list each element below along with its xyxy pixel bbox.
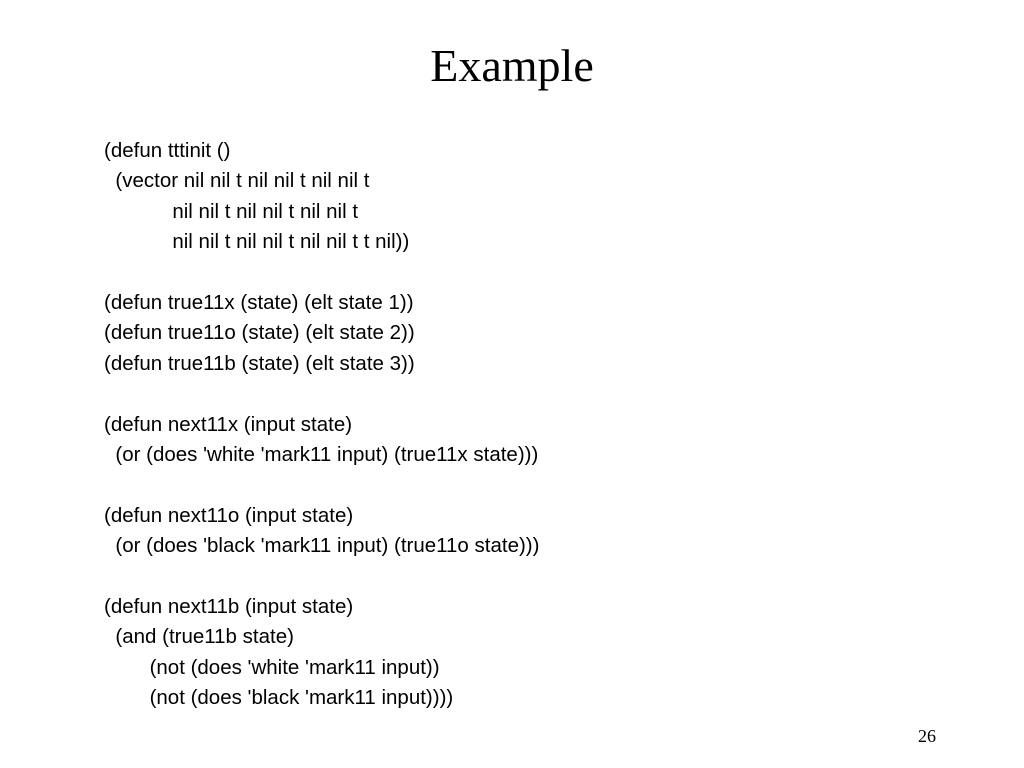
code-line: nil nil t nil nil t nil nil t: [104, 199, 359, 223]
code-line: (not (does 'white 'mark11 input)): [104, 655, 440, 679]
code-line: (or (does 'black 'mark11 input) (true11o state))): [104, 534, 540, 558]
code-line: (defun true11o (state) (elt state 2)): [104, 321, 415, 345]
code-line: nil nil t nil nil t nil nil t t nil)): [104, 230, 410, 254]
code-block: [104, 136, 924, 713]
code-line: (defun next11x (input state): [104, 412, 353, 436]
code-line: [104, 379, 924, 409]
code-line: [104, 258, 924, 288]
code-line: (defun tttinit (): [104, 139, 231, 162]
slide-title: Example: [430, 40, 594, 91]
code-line: (or (does 'white 'mark11 input) (true11x state))): [104, 442, 539, 466]
code-line: (vector nil nil t nil nil t nil nil t: [104, 169, 370, 193]
code-line: [104, 470, 924, 500]
code-line: (not (does 'black 'mark11 input)))): [104, 686, 454, 710]
code-line: (and (true11b state): [104, 625, 294, 649]
code-line: (defun true11b (state) (elt state 3)): [104, 351, 415, 375]
code-line: (defun next11b (input state): [104, 594, 354, 618]
code-line: (defun next11o (input state): [104, 503, 354, 527]
page-number: 26: [918, 726, 936, 746]
code-line: (defun true11x (state) (elt state 1)): [104, 290, 414, 314]
code-line: [104, 561, 924, 591]
